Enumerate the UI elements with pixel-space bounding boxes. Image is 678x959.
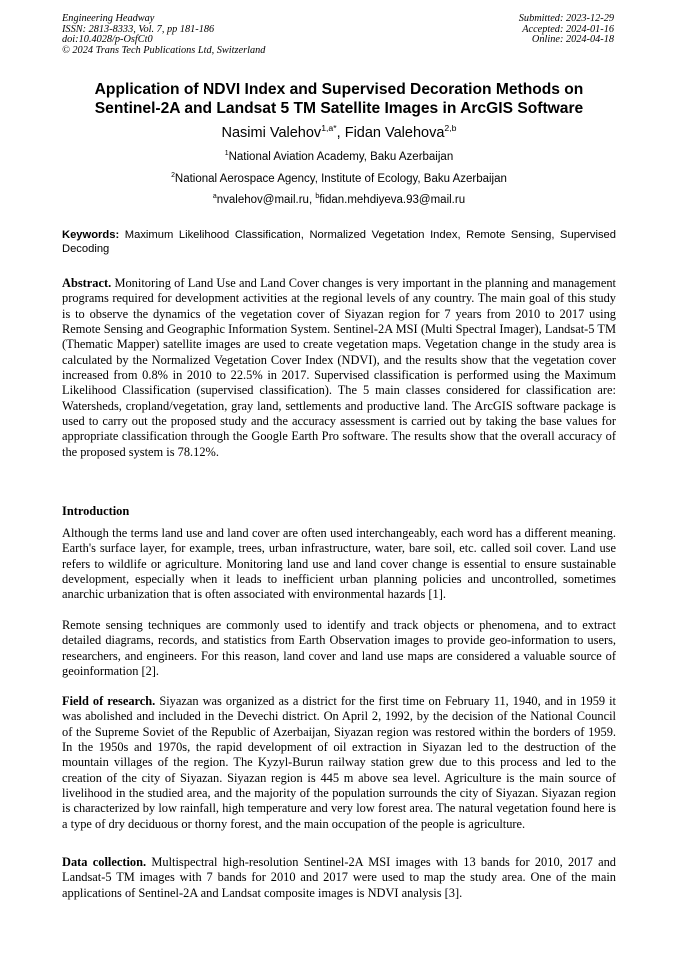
affiliation-1 [62,150,616,164]
keywords-label: Keywords: [62,229,120,241]
email-b[interactable]: fidan.mehdiyeva.93@mail.ru [319,194,466,206]
journal-name: Engineering Headway [62,13,155,24]
affiliation-2-sup: 2 [171,172,175,180]
keywords [62,228,616,256]
title-line-2: Sentinel-2A and Landsat 5 TM Satellite Images in ArcGIS Software [94,100,584,117]
affiliation-1-sup: 1 [224,150,229,158]
issn: ISSN: 2813-8333, Vol. 7, pp 181-186 [62,23,215,35]
data-collection-label: Data collection. [62,855,147,869]
field-of-research [62,694,616,832]
abstract-text: Monitoring of Land Use and Land Cover changes is very important in the planning and management programs required for development activities at the regional levels of any country. The main goal of this study is to observe the dynamics of the vegetation cover of Siyazan region for 7 years from 2010 to 2017 using Remote Sensing and Geographic Information System. Sentinel-2A MSI (Multi Spectral Imager), Landsat-5 TM (Thematic Mapper) satellite images are used to create vegetation maps. Vegetation change in the study area is calculated by the Normalized Vegetation Cover Index (NDVI), and the results show that the vegetation cover increased from 0.8% in 2010 to 22.5% in 2017. Supervised classification is performed using the Maximum Likelihood Classification (supervised classification). The 5 main classes considered for classification are: Watersheds, cropland/vegetation, gray land, settlements and productive land. The ArcGIS software package is used to carry out the proposed study and the accuracy assessment is carried out by taking the base values for appropriate classification through the Google Earth Pro software. The results show that the overall accuracy of the proposed system is 78.12%. [62,276,616,459]
affiliation-2-text: National Aerospace Agency, Institute of Ecology, Baku Azerbaijan [174,173,507,185]
submitted-date: Submitted: 2023-12-29 [518,13,614,24]
data-collection [62,855,616,901]
doi: doi:10.4028/p-OsfCt0 [62,34,153,46]
online-date: Online: 2024-04-18 [531,34,614,46]
abstract [62,276,616,460]
data-collection-text: Multispectral high-resolution Sentinel-2A MSI images with 13 bands for 2010, 2017 and Landsat-5 TM images with 7 bands for 2010 and 2017 were used to map the study area. One of the main applications of Sentinel-2A and Landsat composite images is NDVI analysis [3]. [62,855,616,900]
authors [62,124,616,142]
introduction-paragraph-2: Remote sensing techniques are commonly used to identify and track objects or phenomena, and to extract detailed diagrams, records, and statistics from Earth Observation images to provide geo-information to users, researchers, and engineers. For this reason, land cover and land use maps are considered a valuable source of geoinformation [2]. [62,618,616,679]
email-b-sup: b [315,193,320,201]
copyright: © 2024 Trans Tech Publications Ltd, Switzerland [62,45,266,57]
affiliation-2 [62,172,616,186]
keywords-text: Maximum Likelihood Classification, Normalized Vegetation Index, Remote Sensing, Supervised Decoding [62,229,616,255]
introduction-paragraph-1: Although the terms land use and land cover are often used interchangeably, each word has a different meaning. Earth's surface layer, for example, trees, urban infrastructure, water, bare soil, etc. called soil cover. Land use refers to wildlife or agriculture. Monitoring land use and land cover change is essential to ensure sustainable development, especially when it leads to inefficient urban planning policies and uncontrolled, sometimes anarchic urbanization that is often associated with environmental hazards [1]. [62,526,616,602]
journal-info [62,14,265,57]
email-a-sup: a [212,193,217,201]
title-line-1: Application of NDVI Index and Supervised Decoration Methods on [94,81,584,98]
paper-title [62,80,616,118]
email-a[interactable]: nvalehov@mail.ru, [216,194,316,206]
author-2-sup: 2,b [444,123,457,134]
accepted-date: Accepted: 2024-01-16 [522,23,614,35]
abstract-label: Abstract. [62,276,112,290]
field-of-research-text: Siyazan was organized as a district for the first time on February 11, 1940, and in 1959 it was abolished and included in the Devechi district. On April 2, 1992, by the decision of the National Council of the Supreme Soviet of the Republic of Azerbaijan, Siyazan region was restored within the borders of 1959. In the 1950s and 1970s, the rapid development of oil extraction in Siyazan led to the destruction of the mountain villages of the region. The Kyzyl-Burun railway station grew due to this process and led to the creation of the city of Siyazan. Siyazan region is 445 m above sea level. Agriculture is the main source of livelihood in the studied area, and the majority of the population surrounds the city of Siyazan. Siyazan region is characterized by low rainfall, high temperature and very low forest area. The natural vegetation found here is a type of dry deciduous or thorny forest, and the main occupation of the people is agriculture. [62,694,616,831]
author-1-name: Nasimi Valehov [221,125,322,141]
author-separator: , [336,125,345,141]
author-1-sup: 1,a* [321,123,337,134]
publication-dates [519,14,614,46]
field-of-research-label: Field of research. [62,694,156,708]
author-2-name: Fidan Valehova [344,125,445,141]
affiliation-1-text: National Aviation Academy, Baku Azerbaijan [228,151,454,163]
introduction-heading: Introduction [62,504,130,518]
author-emails [62,193,616,207]
